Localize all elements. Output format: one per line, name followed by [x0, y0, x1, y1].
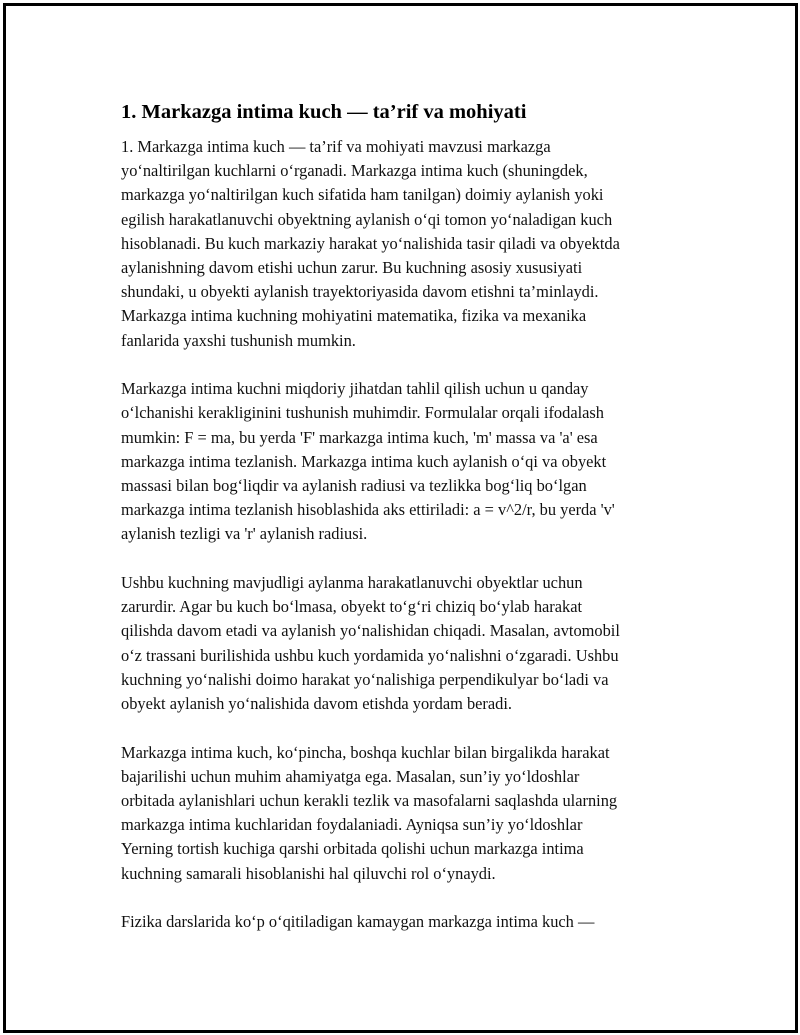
text-line: Markazga intima kuch, ko‘pincha, boshqa kuchlar bilan birgalikda harakat: [121, 742, 610, 762]
text-line: o‘z trassani burilishida ushbu kuch yordamida yo‘nalishni o‘zgaradi. Ushbu: [121, 645, 619, 665]
text-line: hisoblanadi. Bu kuch markaziy harakat yo‘nalishida tasir qiladi va obyektda: [121, 233, 620, 253]
text-line: Ushbu kuchning mavjudligi aylanma harakatlanuvchi obyektlar uchun: [121, 573, 583, 593]
text-line: fanlarida yaxshi tushunish mumkin.: [121, 330, 356, 350]
paragraph-5: [121, 910, 686, 934]
text-line: Fizika darslarida ko‘p o‘qitiladigan kamaygan markazga intima kuch —: [121, 912, 595, 932]
text-line: zarurdir. Agar bu kuch bo‘lmasa, obyekt to‘g‘ri chiziq bo‘ylab harakat: [121, 597, 583, 617]
text-line: massasi bilan bog‘liqdir va aylanish radiusi va tezlikka bog‘liq bo‘lgan: [121, 476, 587, 496]
text-line: Markazga intima kuchni miqdoriy jihatdan tahlil qilish uchun u qanday: [121, 379, 589, 399]
text-line: shundaki, u obyekti aylanish trayektoriyasida davom etishni ta’minlaydi.: [121, 282, 599, 302]
text-line: qilishda davom etadi va aylanish yo‘nalishidan chiqadi. Masalan, avtomobil: [121, 621, 620, 641]
text-line: aylanish tezligi va 'r' aylanish radiusi.: [121, 524, 368, 544]
paragraph-3: [121, 571, 686, 716]
text-line: mumkin: F = ma, bu yerda 'F' markazga intima kuch, 'm' massa va 'a' esa: [121, 427, 598, 447]
text-line: kuchning yo‘nalishi doimo harakat yo‘nalishiga perpendikulyar bo‘ladi va: [121, 669, 609, 689]
text-line: markazga intima tezlanish hisoblashida aks ettiriladi: a = v^2/r, bu yerda 'v': [121, 500, 615, 520]
text-line: Markazga intima kuchning mohiyatini matematika, fizika va mexanika: [121, 306, 587, 326]
text-line: yo‘naltirilgan kuchlarni o‘rganadi. Markazga intima kuch (shuningdek,: [121, 161, 588, 181]
text-line: obyekt aylanish yo‘nalishida davom etishda yordam beradi.: [121, 694, 512, 714]
paragraph-2: [121, 377, 686, 546]
text-line: markazga intima kuchlaridan foydalaniadi. Ayniqsa sun’iy yo‘ldoshlar: [121, 815, 583, 835]
text-line: egilish harakatlanuvchi obyektning aylanish o‘qi tomon yo‘naladigan kuch: [121, 209, 613, 229]
section-heading: 1. Markazga intima kuch — ta’rif va mohiyati: [121, 101, 527, 123]
text-line: markazga yo‘naltirilgan kuch sifatida ham tanilgan) doimiy aylanish yoki: [121, 185, 604, 205]
text-line: kuchning samarali hisoblanishi hal qiluvchi rol o‘ynaydi.: [121, 863, 496, 883]
text-line: bajarilishi uchun muhim ahamiyatga ega. Masalan, sun’iy yo‘ldoshlar: [121, 766, 580, 786]
document-body: [121, 98, 686, 959]
paragraph-4: [121, 741, 686, 886]
text-line: o‘lchanishi kerakliginini tushunish muhimdir. Formulalar orqali ifodalash: [121, 403, 604, 423]
text-line: orbitada aylanishlari uchun kerakli tezlik va masofalarni saqlashda ularning: [121, 791, 618, 811]
paragraph-1: [121, 135, 686, 353]
text-line: markazga intima tezlanish. Markazga intima kuch aylanish o‘qi va obyekt: [121, 451, 607, 471]
text-line: 1. Markazga intima kuch — ta’rif va mohiyati mavzusi markazga: [121, 137, 551, 156]
text-line: aylanishning davom etishi uchun zarur. Bu kuchning asosiy xususiyati: [121, 258, 583, 278]
text-line: Yerning tortish kuchiga qarshi orbitada qolishi uchun markazga intima: [121, 839, 584, 859]
page-frame: [3, 3, 798, 1033]
